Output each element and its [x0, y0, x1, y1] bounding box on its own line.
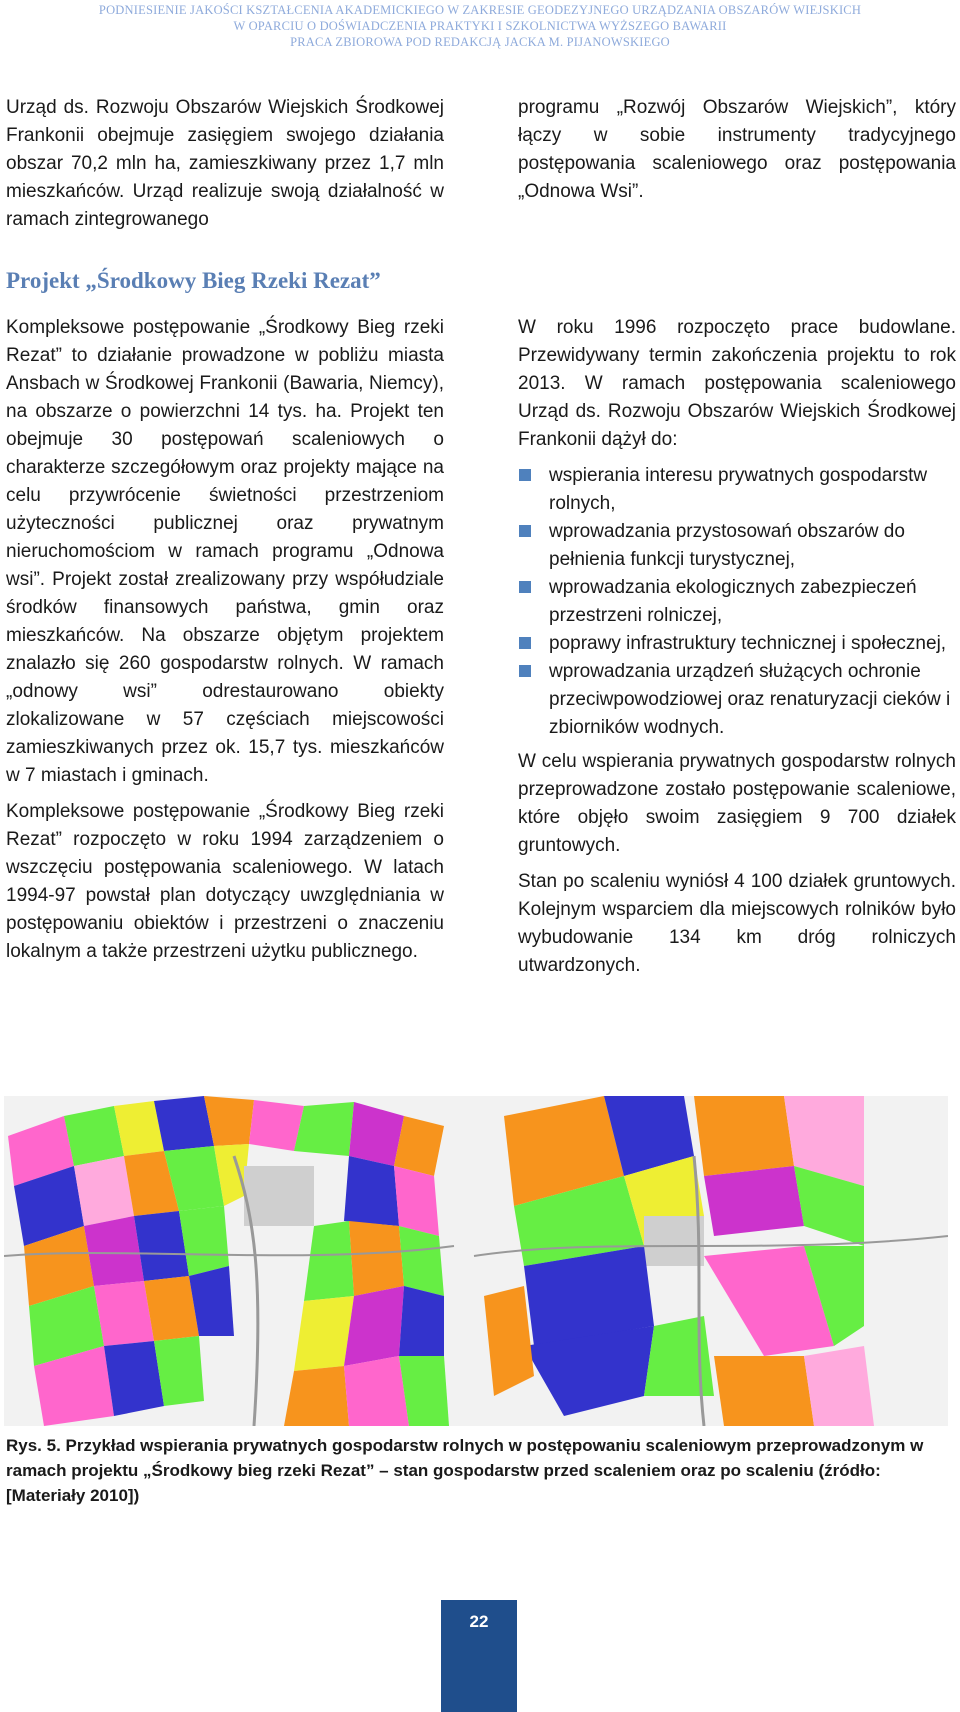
square-bullet-icon — [519, 665, 531, 677]
intro-right-paragraph: programu „Rozwój Obszarów Wiejskich”, który łączy w sobie instrumenty tradycyjnego postępowania scaleniowego oraz postępowania „Odnowa Wsi”. — [518, 97, 956, 202]
parcel-maps-illustration — [4, 1096, 948, 1426]
body-paragraph: Kompleksowe postępowanie „Środkowy Bieg rzeki Rezat” to działanie prowadzone w pobliżu miasta Ansbach w Środkowej Frankonii (Bawaria, Niemcy), na obszarze o powierzchni 14 tys. ha. Projekt ten obejmuje 30 postępowań scaleniowych o charakterze szczegółowym oraz projekty mające na celu przywrócenie świetności przestrzeniom użyteczności publicznej oraz prywatnym nieruchomościom w ramach programu „Odnowa wsi”. Projekt został zrealizowany przy współudziale środków finansowych państwa, gmin oraz mieszkańców. Na obszarze objętym projektem znalazło się 260 gospodarstw rolnych. W ramach „odnowy wsi” odrestaurowano obiekty zlokalizowane w 57 częściach miejscowości zamieszkiwanych przez ok. 15,7 tys. mieszkańców w 7 miastach i gminach. — [6, 317, 444, 786]
header-line-3: PRACA ZBIOROWA POD REDAKCJĄ JACKA M. PIJANOWSKIEGO — [290, 35, 670, 49]
body-paragraph: Stan po scaleniu wyniósł 4 100 działek gruntowych. Kolejnym wsparciem dla miejscowych rolników było wybudowanie 134 km dróg rolniczych utwardzonych. — [518, 871, 956, 976]
square-bullet-icon — [519, 637, 531, 649]
land-consolidation-map-figure — [4, 1096, 948, 1426]
page-number: 22 — [469, 1612, 489, 1631]
intro-left-column — [6, 94, 444, 242]
list-item: wprowadzania przystosowań obszarów do pełnienia funkcji turystycznej, — [518, 518, 956, 574]
section-left-column — [6, 314, 444, 974]
square-bullet-icon — [519, 469, 531, 481]
body-paragraph: W roku 1996 rozpoczęto prace budowlane. Przewidywany termin zakończenia projektu to rok 2013. W ramach postępowania scaleniowego Urząd ds. Rozwoju Obszarów Wiejskich Środkowej Frankonii dążył do: — [518, 317, 956, 450]
header-line-2: W OPARCIU O DOŚWIADCZENIA PRAKTYKI I SZKOLNICTWA WYŻSZEGO BAWARII — [233, 19, 727, 33]
section-right-column — [518, 314, 956, 988]
list-item: wspierania interesu prywatnych gospodarstw rolnych, — [518, 462, 956, 518]
figure-caption: Rys. 5. Przykład wspierania prywatnych gospodarstw rolnych w postępowaniu scaleniowym przeprowadzonym w ramach projektu „Środkowy bieg rzeki Rezat” – stan gospodarstw przed scaleniem oraz po scaleniu (źródło: [Materiały 2010]) — [6, 1436, 924, 1505]
intro-right-column — [518, 94, 956, 214]
intro-left-paragraph: Urząd ds. Rozwoju Obszarów Wiejskich Środkowej Frankonii obejmuje zasięgiem swojego działania obszar 70,2 mln ha, zamieszkiwany przez 1,7 mln mieszkańców. Urząd realizuje swoją działalność w ramach zintegrowanego — [6, 97, 444, 230]
running-header — [0, 2, 960, 50]
header-line-1: PODNIESIENIE JAKOŚCI KSZTAŁCENIA AKADEMICKIEGO W ZAKRESIE GEODEZYJNEGO URZĄDZANIA OBSZARÓW WIEJSKICH — [98, 3, 862, 17]
section-heading: Projekt „Środkowy Bieg Rzeki Rezat” — [6, 268, 381, 293]
square-bullet-icon — [519, 525, 531, 537]
page-number-box — [441, 1600, 517, 1712]
list-item: wprowadzania ekologicznych zabezpieczeń przestrzeni rolniczej, — [518, 574, 956, 630]
list-item: poprawy infrastruktury technicznej i społecznej, — [518, 630, 956, 658]
goals-list — [518, 462, 956, 742]
list-item: wprowadzania urządzeń służących ochronie przeciwpowodziowej oraz renaturyzacji cieków i zbiorników wodnych. — [518, 658, 956, 742]
body-paragraph: Kompleksowe postępowanie „Środkowy Bieg rzeki Rezat” rozpoczęto w roku 1994 zarządzeniem o wszczęciu postępowania scaleniowego. W latach 1994-97 powstał plan dotyczący uwzględniania w postępowaniu obiektów i przestrzeni o znaczeniu lokalnym a także przestrzeni użytku publicznego. — [6, 801, 444, 962]
body-paragraph: W celu wspierania prywatnych gospodarstw rolnych przeprowadzone zostało postępowanie scaleniowe, które objęło swoim zasięgiem 9 700 działek gruntowych. — [518, 751, 956, 856]
square-bullet-icon — [519, 581, 531, 593]
